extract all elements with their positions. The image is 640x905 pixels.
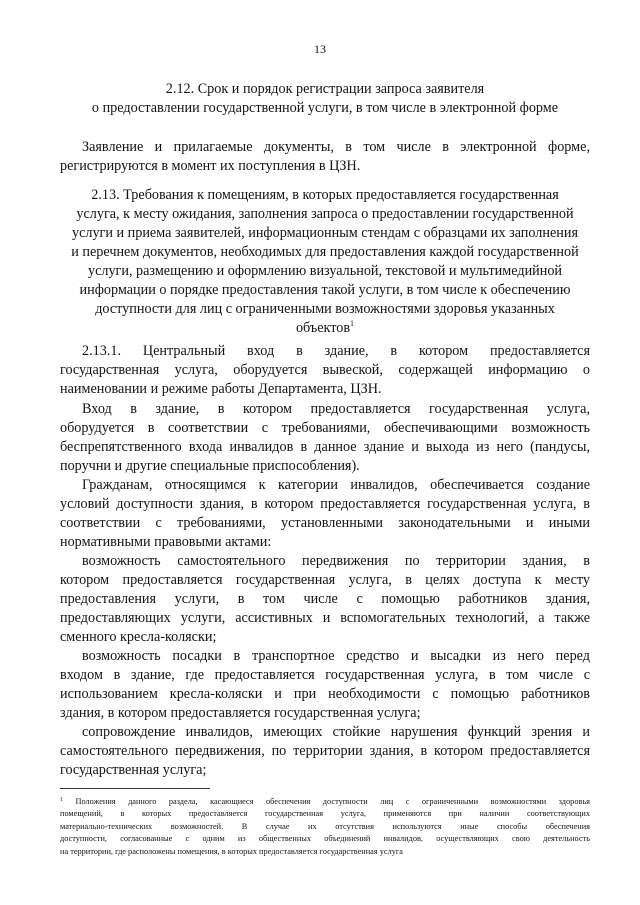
text-line: регистрируются в момент их поступления в ЦЗН. [60,158,361,174]
text-line: Заявление и прилагаемые документы, в том числе в электронной форме, [82,139,590,155]
paragraph-mobility [60,552,590,647]
title-line: доступности для лиц с ограниченными возможностями здоровья указанных [95,301,555,317]
text-line: возможность посадки в транспортное средство и высадки из него перед [82,648,590,664]
footnote-reference[interactable]: 1 [350,319,355,328]
text-line: предоставляющих услуги, ассистивных и вспомогательных технологий, а также [60,610,590,626]
text-line: самостоятельного передвижения, по территории здания, в котором предоставляется [60,743,590,759]
section-2-12-title [60,80,590,118]
text-line: государственная услуга, оборудуется вывеской, содержащей информацию о [60,362,590,378]
text-line: 2.13.1. Центральный вход в здание, в котором предоставляется [82,343,590,359]
title-line [60,319,590,338]
footnote-line: доступности, согласованные с одним из общественных объединений инвалидов, осуществляющих свою деятельность [60,834,590,844]
footnote-mark: 1 [60,797,63,803]
paragraph-transport [60,647,590,723]
title-line: информации о порядке предоставления такой услуги, в том числе к обеспечению [79,282,571,298]
text-line: котором предоставляется государственная услуга, в целях доступа к месту [60,572,590,588]
text-line: соответствии с требованиями, установленными законодательными и иными [60,515,590,531]
text-line: государственная услуга; [60,762,207,778]
text-line: здания, в котором предоставляется государственная услуга; [60,705,421,721]
title-line: услуги, размещению и оформлению визуальной, текстовой и мультимедийной [87,263,563,279]
text-line: беспрепятственного входа инвалидов в данное здание и выхода из него (пандусы, [60,439,590,455]
text-line: наименовании и режиме работы Департамента, ЦЗН. [60,381,382,397]
text-line: Вход в здание, в котором предоставляется государственная услуга, [82,401,590,417]
title-last-word: объектов [295,320,351,336]
paragraph-escort [60,723,590,780]
text-line: Гражданам, относящимся к категории инвалидов, обеспечивается создание [82,477,590,493]
text-line: поручни и другие специальные приспособления). [60,458,360,474]
paragraph-citizens [60,476,590,552]
text-line: входом в здание, где предоставляется государственная услуга, в том числе с [60,667,590,683]
footnote-line [60,796,590,808]
text-line: возможность самостоятельного передвижения по территории здания, в [82,553,590,569]
text-line: оборудуется в соответствии с требованиями, обеспечивающими возможность [60,420,590,436]
text-line: условий доступности здания, в котором предоставляется государственная услуга, в [60,496,590,512]
page-number: 13 [314,42,326,56]
title-line: услуга, к месту ожидания, заполнения запроса о предоставлении государственной [76,206,574,222]
paragraph-2-13-1 [60,342,590,399]
title-line: и перечнем документов, необходимых для предоставления каждой государственной [71,244,579,260]
text-line: нормативными правовыми актами: [60,534,272,550]
title-line: услуги и приема заявителей, информационным стендам с образцами их заполнения [71,225,578,241]
paragraph-entrance [60,400,590,476]
title-line: 2.13. Требования к помещениям, в которых предоставляется государственная [91,187,559,203]
text-line: предоставления услуги, в том числе с помощью работников здания, [60,591,590,607]
text-line: сопровождение инвалидов, имеющих стойкие нарушения функций зрения и [82,724,590,740]
title-line: о предоставлении государственной услуги, в том числе в электронной форме [91,100,559,116]
footnote-line: материально-технических возможностей. В случае их отсутствия используются иные способы обеспечения [60,821,590,831]
section-2-13-title [60,186,590,338]
footnote [60,796,590,858]
title-line: 2.12. Срок и порядок регистрации запроса заявителя [165,81,485,97]
text-line: использованием кресла-коляски и при необходимости с помощью работников [60,686,590,702]
section-2-12-body [60,138,590,176]
footnote-text: Положения данного раздела, касающиеся обеспечения доступности лиц с ограниченными возможностями здоровья [75,797,590,806]
footnote-divider [60,788,210,789]
footnote-line: помещений, в которых предоставляется государственная услуга, применяются при наличии соответствующих [60,809,590,819]
text-line: сменного кресла-коляски; [60,629,217,645]
footnote-line: на территории, где расположены помещения, в которых предоставляется государственная услуга [60,846,403,856]
